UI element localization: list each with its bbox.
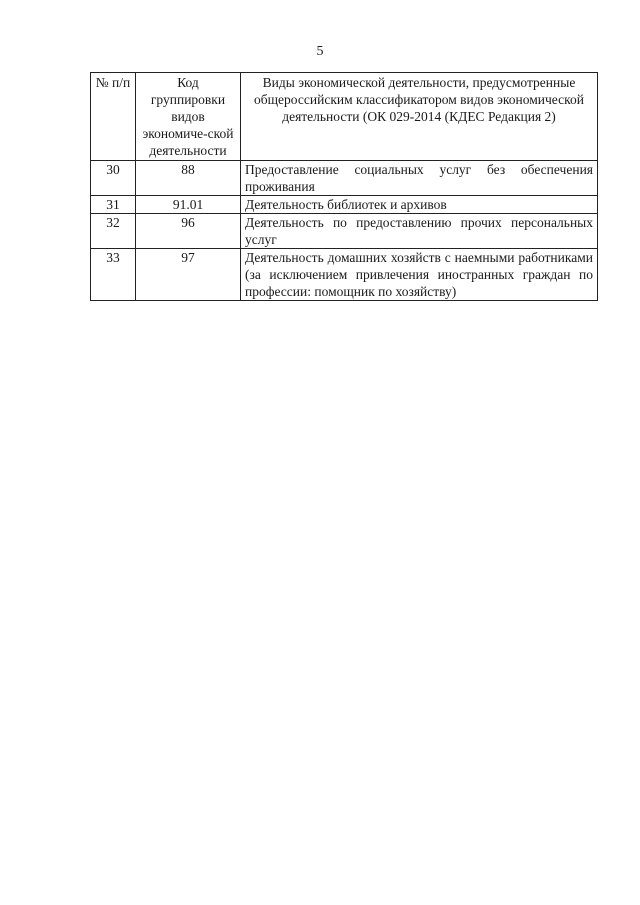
row-code: 97 (136, 249, 241, 301)
row-code: 96 (136, 214, 241, 249)
activities-table (90, 72, 598, 301)
header-code: Код группировки видов экономиче-ской деятельности (136, 73, 241, 161)
row-description: Деятельность по предоставлению прочих персональных услуг (241, 214, 598, 249)
row-number: 32 (91, 214, 136, 249)
row-number: 33 (91, 249, 136, 301)
row-number: 30 (91, 161, 136, 196)
row-number: 31 (91, 196, 136, 214)
table-header-row (91, 73, 598, 161)
row-code: 91.01 (136, 196, 241, 214)
header-description: Виды экономической деятельности, предусмотренные общероссийским классификатором видов экономической деятельности (ОК 029-2014 (КДЕС Редакция 2) (241, 73, 598, 161)
row-description: Деятельность домашних хозяйств с наемными работниками (за исключением привлечения иностранных граждан по профессии: помощник по хозяйству) (241, 249, 598, 301)
table-row (91, 249, 598, 301)
row-code: 88 (136, 161, 241, 196)
page-number: 5 (316, 44, 324, 59)
table-row (91, 214, 598, 249)
row-description: Деятельность библиотек и архивов (241, 196, 598, 214)
table-row (91, 161, 598, 196)
header-number: № п/п (91, 73, 136, 161)
row-description: Предоставление социальных услуг без обеспечения проживания (241, 161, 598, 196)
table-row (91, 196, 598, 214)
